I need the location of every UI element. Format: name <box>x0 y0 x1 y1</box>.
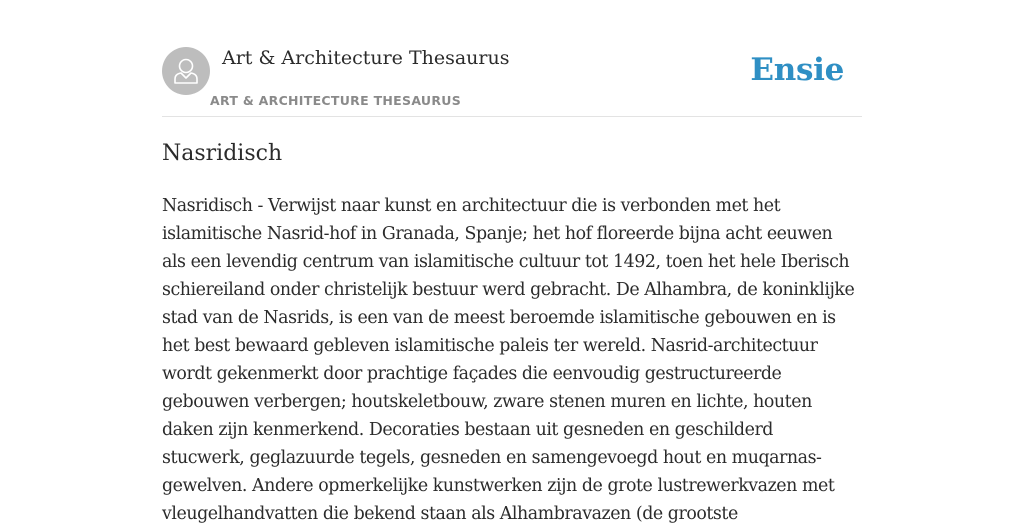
user-icon-glyph <box>162 47 210 95</box>
entry-body-line: Nasridisch - Verwijst naar kunst en architectuur die is verbonden met het <box>162 196 781 216</box>
entry-body-line: vleugelhandvatten die bekend staan als Alhambravazen (de grootste <box>162 504 738 524</box>
entry-body-line: als een levendig centrum van islamitische cultuur tot 1492, toen het hele Iberisch <box>162 252 850 272</box>
entry-body-line: wordt gekenmerkt door prachtige façades die eenvoudig gestructureerde <box>162 364 782 384</box>
entry-header <box>162 0 862 117</box>
entry-body <box>162 192 862 528</box>
source-subtitle[interactable]: ART & ARCHITECTURE THESAURUS <box>210 93 462 108</box>
entry-body-line: schiereiland onder christelijk bestuur werd gebracht. De Alhambra, de koninklijke <box>162 280 855 300</box>
entry-title: Nasridisch <box>162 141 283 166</box>
entry-body-line: daken zijn kenmerkend. Decoraties bestaan uit gesneden en geschilderd <box>162 420 773 440</box>
entry-body-line: het best bewaard gebleven islamitische paleis ter wereld. Nasrid-architectuur <box>162 336 818 356</box>
entry-body-line: stad van de Nasrids, is een van de meest beroemde islamitische gebouwen en is <box>162 308 836 328</box>
ensie-logo[interactable]: Ensie <box>750 52 844 88</box>
entry-body-line: stucwerk, geglazuurde tegels, gesneden en samengevoegd hout en muqarnas- <box>162 448 822 468</box>
source-title[interactable]: Art & Architecture Thesaurus <box>222 47 510 69</box>
entry-body-line: gebouwen verbergen; houtskeletbouw, zware stenen muren en lichte, houten <box>162 392 812 412</box>
user-icon[interactable] <box>162 47 210 95</box>
entry-body-line: islamitische Nasrid-hof in Granada, Spanje; het hof floreerde bijna acht eeuwen <box>162 224 833 244</box>
entry-body-line: gewelven. Andere opmerkelijke kunstwerken zijn de grote lustrewerkvazen met <box>162 476 835 496</box>
